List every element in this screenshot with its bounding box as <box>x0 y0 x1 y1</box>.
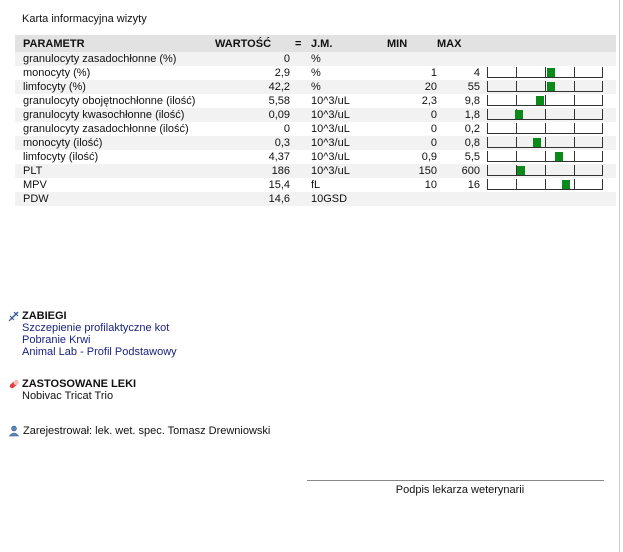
range-bar-tick <box>574 137 575 148</box>
range-bar-marker <box>562 180 570 189</box>
max-cell: 1,8 <box>437 108 482 122</box>
range-bar-tick <box>516 137 517 148</box>
medications-title <box>8 378 136 390</box>
range-bar-cell <box>482 108 616 122</box>
min-cell: 1 <box>430 67 437 79</box>
range-bar-tick <box>602 137 603 148</box>
range-bar-tick <box>602 95 603 106</box>
value-cell: 0,3 <box>215 136 295 150</box>
user-icon <box>8 425 20 437</box>
param-cell: limfocyty (ilość) <box>23 151 99 163</box>
unit-cell: % <box>311 67 321 79</box>
pill-icon <box>8 378 20 390</box>
range-bar-cell <box>482 178 616 192</box>
eq-cell <box>295 108 309 122</box>
value-cell: 5,58 <box>268 95 290 107</box>
table-row <box>15 66 616 80</box>
eq-cell <box>295 94 309 108</box>
min-cell: 0 <box>387 108 437 122</box>
max-cell: 0,2 <box>464 123 480 135</box>
param-cell: monocyty (%) <box>23 67 91 79</box>
max-cell: 600 <box>437 164 482 178</box>
min-cell: 0,9 <box>421 151 437 163</box>
max-cell: 5,5 <box>464 151 480 163</box>
min-cell: 0 <box>387 136 437 150</box>
header-unit: J.M. <box>309 35 387 52</box>
min-cell <box>387 52 437 66</box>
unit-cell: % <box>309 52 387 66</box>
eq-cell <box>295 136 309 150</box>
table-row <box>15 94 616 108</box>
syringe-icon <box>8 310 20 322</box>
range-bar-tick <box>574 67 575 78</box>
max-cell: 55 <box>437 80 482 94</box>
eq-cell <box>295 66 309 80</box>
range-bar-tick <box>487 95 488 106</box>
max-cell: 16 <box>467 179 480 191</box>
table-row <box>15 122 616 136</box>
medications-title-text: ZASTOSOWANE LEKI <box>22 378 137 390</box>
eq-cell <box>295 52 309 66</box>
page-title: Karta informacyjna wizyty <box>22 13 147 25</box>
range-bar <box>487 81 603 92</box>
range-bar-tick <box>516 67 517 78</box>
range-bar-tick <box>602 109 603 120</box>
param-cell: limfocyty (%) <box>15 80 215 94</box>
value-cell: 15,4 <box>268 179 290 191</box>
range-bar <box>487 95 603 106</box>
header-range-bar <box>482 35 616 52</box>
range-bar <box>487 123 603 134</box>
value-cell: 42,2 <box>215 80 295 94</box>
eq-cell <box>295 150 309 164</box>
min-cell: 10 <box>424 179 437 191</box>
range-bar-cell <box>482 122 616 136</box>
range-bar-tick <box>602 151 603 162</box>
range-bar-cell <box>482 150 616 164</box>
eq-cell <box>295 80 309 94</box>
range-bar-cell <box>482 192 616 206</box>
procedure-item: Szczepienie profilaktyczne kot <box>22 322 170 334</box>
range-bar-tick <box>516 81 517 92</box>
range-bar-tick <box>487 109 488 120</box>
table-row <box>15 164 616 178</box>
unit-cell: 10^3/uL <box>309 136 387 150</box>
unit-cell: fL <box>311 179 321 191</box>
registered-line <box>8 425 270 437</box>
param-cell: PLT <box>15 164 215 178</box>
page-edge-divider <box>619 0 620 552</box>
range-bar-tick <box>602 165 603 176</box>
range-bar-tick <box>574 109 575 120</box>
table-row <box>15 192 616 206</box>
procedures-title-text: ZABIEGI <box>22 310 67 322</box>
min-cell: 20 <box>387 80 437 94</box>
procedures-list <box>22 322 177 358</box>
unit-cell: 10^3/uL <box>309 164 387 178</box>
max-cell: 9,8 <box>464 95 480 107</box>
range-bar-tick <box>574 165 575 176</box>
range-bar-tick <box>545 109 546 120</box>
lab-results-table <box>15 35 616 206</box>
table-body <box>15 52 616 206</box>
unit-cell: 10^3/uL <box>311 151 350 163</box>
value-cell: 0,09 <box>215 108 295 122</box>
param-cell: MPV <box>23 179 47 191</box>
unit-cell: % <box>309 80 387 94</box>
unit-cell: 10^3/uL <box>311 123 350 135</box>
value-cell: 4,37 <box>268 151 290 163</box>
range-bar-tick <box>545 179 546 190</box>
medications-section <box>8 378 136 402</box>
range-bar-tick <box>545 165 546 176</box>
range-bar-tick <box>545 123 546 134</box>
eq-cell <box>295 122 309 136</box>
range-bar-tick <box>516 151 517 162</box>
max-cell: 4 <box>473 67 480 79</box>
unit-cell: 10GSD <box>309 192 387 206</box>
range-bar-tick <box>516 179 517 190</box>
range-bar <box>487 165 603 176</box>
signature-label: Podpis lekarza weterynarii <box>395 484 525 496</box>
range-bar-cell <box>482 136 616 150</box>
range-bar-marker <box>547 68 555 77</box>
range-bar-tick <box>602 81 603 92</box>
range-bar <box>487 151 603 162</box>
range-bar-tick <box>574 95 575 106</box>
param-cell: granulocyty obojętnochłonne (ilość) <box>23 95 196 107</box>
param-cell: granulocyty zasadochłonne (ilość) <box>23 123 189 135</box>
range-bar-tick <box>516 95 517 106</box>
range-bar-tick <box>602 123 603 134</box>
range-bar-tick <box>487 165 488 176</box>
range-bar-tick <box>487 151 488 162</box>
range-bar <box>487 179 603 190</box>
eq-cell <box>295 192 309 206</box>
range-bar <box>487 67 603 78</box>
range-bar-tick <box>516 123 517 134</box>
range-bar <box>487 109 603 120</box>
value-cell: 2,9 <box>274 67 290 79</box>
eq-cell <box>295 164 309 178</box>
procedure-item: Pobranie Krwi <box>22 334 91 346</box>
range-bar-tick <box>487 137 488 148</box>
header-value: WARTOŚĆ <box>215 35 295 52</box>
range-bar-tick <box>574 179 575 190</box>
unit-cell: 10^3/uL <box>311 95 350 107</box>
procedures-title <box>8 310 177 322</box>
max-cell: 0,8 <box>437 136 482 150</box>
table-row <box>15 150 616 164</box>
range-bar-tick <box>487 81 488 92</box>
header-eq: = <box>295 35 309 52</box>
value-cell: 186 <box>215 164 295 178</box>
range-bar-marker <box>555 152 563 161</box>
table-row <box>15 108 616 122</box>
table-header-row <box>15 35 616 52</box>
range-bar-tick <box>602 179 603 190</box>
value-cell: 0 <box>283 123 290 135</box>
range-bar-tick <box>487 67 488 78</box>
range-bar-tick <box>487 123 488 134</box>
param-cell: granulocyty kwasochłonne (ilość) <box>15 108 215 122</box>
registered-text: Zarejestrował: lek. wet. spec. Tomasz Drewniowski <box>23 425 271 437</box>
range-bar-tick <box>574 151 575 162</box>
min-cell: 150 <box>387 164 437 178</box>
param-cell: granulocyty zasadochłonne (%) <box>15 52 215 66</box>
medication-item: Nobivac Tricat Trio <box>22 390 114 402</box>
table-row <box>15 80 616 94</box>
range-bar-tick <box>487 179 488 190</box>
registered-section <box>8 425 270 437</box>
procedures-section <box>8 310 177 358</box>
range-bar-marker <box>515 110 523 119</box>
header-max: MAX <box>437 35 482 52</box>
range-bar-marker <box>533 138 541 147</box>
header-min: MIN <box>387 35 437 52</box>
range-bar-tick <box>574 81 575 92</box>
range-bar-cell <box>482 94 616 108</box>
eq-cell <box>295 178 309 192</box>
table-row <box>15 136 616 150</box>
value-cell: 0 <box>215 52 295 66</box>
min-cell <box>387 192 437 206</box>
medications-list <box>22 390 136 402</box>
param-cell: monocyty (ilość) <box>15 136 215 150</box>
range-bar <box>487 137 603 148</box>
table-row <box>15 52 616 66</box>
unit-cell: 10^3/uL <box>309 108 387 122</box>
signature-line <box>307 480 604 481</box>
range-bar-tick <box>545 137 546 148</box>
procedure-item: Animal Lab - Profil Podstawowy <box>22 346 177 358</box>
header-param: PARAMETR <box>15 35 215 52</box>
table-row <box>15 178 616 192</box>
range-bar-cell <box>482 164 616 178</box>
param-cell: PDW <box>15 192 215 206</box>
range-bar-tick <box>574 123 575 134</box>
range-bar-tick <box>602 67 603 78</box>
range-bar-tick <box>545 95 546 106</box>
range-bar-marker <box>536 96 544 105</box>
range-bar-cell <box>482 80 616 94</box>
range-bar-marker <box>517 166 525 175</box>
min-cell: 0 <box>430 123 437 135</box>
range-bar-tick <box>545 151 546 162</box>
max-cell <box>437 52 482 66</box>
range-bar-cell <box>482 52 616 66</box>
min-cell: 2,3 <box>421 95 437 107</box>
max-cell <box>437 192 482 206</box>
range-bar-cell <box>482 66 616 80</box>
value-cell: 14,6 <box>215 192 295 206</box>
range-bar-marker <box>547 82 555 91</box>
